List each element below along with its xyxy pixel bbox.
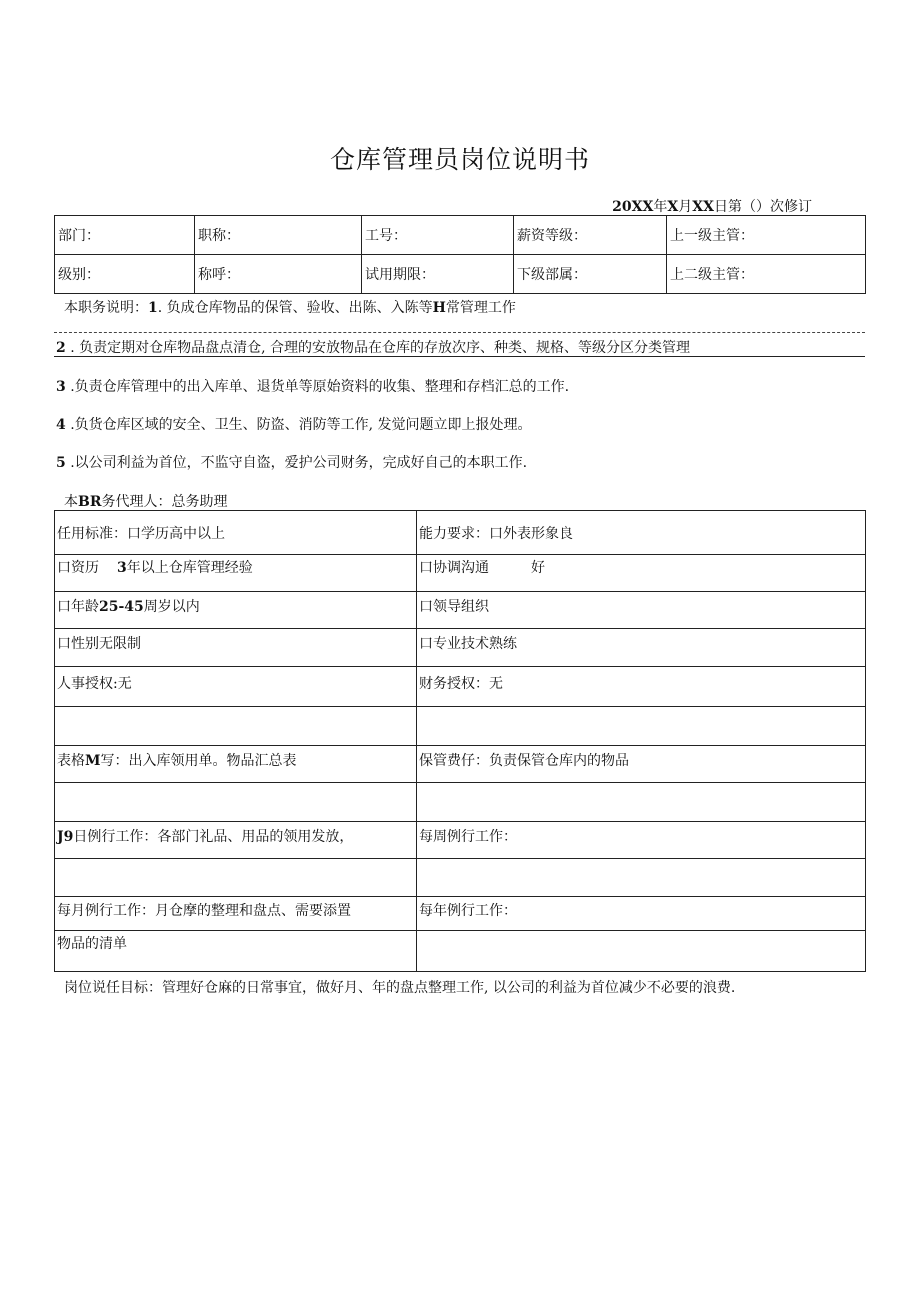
- duty-text: . 负责定期对仓库物品盘点清仓, 合理的安放物品在仓库的存放次序、种类、规格、等级分区分类管理: [65, 340, 690, 356]
- header-table: [54, 215, 866, 294]
- forms-text: 写：出入库领用单。物品汇总表: [100, 753, 297, 769]
- agent-bold: BR: [78, 494, 102, 510]
- duty-text: .负责仓库管理中的出入库单、退货单等原始资料的收集、整理和存档汇总的工作.: [65, 379, 570, 395]
- table-cell: [55, 897, 417, 931]
- solid-divider: [54, 356, 865, 357]
- probation-field: 试用期限：: [362, 255, 514, 294]
- agent-prefix: 本: [64, 494, 78, 510]
- table-cell: [55, 592, 417, 629]
- table-cell: [417, 822, 866, 859]
- table-row: [55, 667, 866, 707]
- header-row: [55, 216, 866, 255]
- technical-item: 口专业技术熟练: [419, 636, 517, 652]
- duty-number: 4: [56, 417, 66, 433]
- age-label: 口年龄: [57, 599, 99, 615]
- table-cell: [417, 629, 866, 667]
- gender-item: 口性别无限制: [57, 636, 141, 652]
- supervisor-field: 上一级主管：: [667, 216, 866, 255]
- revision-rest: 日第（）次修订: [714, 199, 812, 215]
- second-supervisor-field: 上二级主管：: [667, 255, 866, 294]
- qualification-line: [57, 555, 416, 577]
- table-cell: [55, 822, 417, 859]
- qualification-years: 3: [117, 560, 127, 576]
- duty-text: .以公司利益为首位，不监守自盗，爱护公司财务，完成好自己的本职工作.: [65, 455, 528, 471]
- subordinate-field: 下级部属：: [514, 255, 667, 294]
- revision-year: 20XX: [612, 199, 654, 215]
- daily-bold: J9: [57, 829, 74, 845]
- table-cell: [417, 667, 866, 707]
- age-line: [57, 592, 416, 616]
- duty-bold: H: [432, 300, 446, 316]
- weekly-work: 每周例行工作：: [419, 829, 517, 845]
- duty-5: [56, 452, 527, 472]
- table-cell: [55, 746, 417, 783]
- table-cell: [55, 859, 417, 897]
- duty-number: 1: [148, 300, 158, 316]
- duty-1: [64, 297, 516, 317]
- table-cell: [55, 783, 417, 822]
- daily-work-line: [57, 822, 416, 846]
- table-cell: [55, 667, 417, 707]
- table-cell: [417, 592, 866, 629]
- duty-tail: 常管理工作: [445, 300, 516, 316]
- duty-number: 3: [56, 379, 66, 395]
- table-cell: [55, 707, 417, 746]
- duty-text: .负货仓库区域的安全、卫生、防盗、消防等工作, 发觉问题立即上报处理。: [65, 417, 532, 433]
- table-cell: [417, 707, 866, 746]
- level-field: 级别：: [55, 255, 195, 294]
- monthly-work: 每月例行工作：月仓摩的整理和盘点、需要添置: [57, 903, 351, 919]
- agent-text: 务代理人：总务助理: [101, 494, 228, 510]
- revision-month-unit: 月: [678, 199, 693, 215]
- table-cell: [417, 783, 866, 822]
- table-row: [55, 783, 866, 822]
- hr-authority: 人事授权:无: [57, 676, 132, 692]
- communication-label: 口协调沟通: [419, 560, 489, 576]
- revision-year-unit: 年: [653, 199, 668, 215]
- custody-duty: 保管费仔：负责保管仓库内的物品: [419, 753, 629, 769]
- qualification-text: 年以上仓库管理经验: [126, 560, 253, 576]
- table-row: [55, 897, 866, 931]
- table-row: [55, 555, 866, 592]
- job-goal: 岗位说任目标：管理好仓麻的日常事宜，做好月、年的盘点整理工作, 以公司的利益为首位减少不必要的浪费.: [64, 980, 736, 996]
- communication-line: [419, 555, 865, 577]
- communication-value: 好: [531, 560, 545, 576]
- table-cell: [55, 629, 417, 667]
- revision-line: [612, 196, 812, 216]
- table-cell: [417, 511, 866, 555]
- duty-2: [56, 337, 690, 357]
- table-row: [55, 859, 866, 897]
- ability-requirement: 能力要求：口外表形象良: [419, 526, 573, 542]
- table-cell: [55, 511, 417, 555]
- table-cell: [55, 555, 417, 592]
- table-row: [55, 629, 866, 667]
- duty-text: . 负成仓库物品的保管、验收、出陈、入陈等: [157, 300, 433, 316]
- duty-prefix: 本职务说明：: [64, 300, 148, 316]
- finance-authority: 财务授权：无: [419, 676, 503, 692]
- qualification-label: 口资历: [57, 560, 99, 576]
- monthly-work-cont: 物品的清单: [57, 936, 127, 952]
- salary-grade-field: 薪资等级：: [514, 216, 667, 255]
- duty-number: 5: [56, 455, 66, 471]
- requirements-table: [54, 510, 866, 972]
- table-cell: [417, 931, 866, 972]
- table-row: [55, 822, 866, 859]
- salutation-field: 称呼：: [195, 255, 362, 294]
- age-range: 25-45: [99, 599, 144, 615]
- revision-day: XX: [692, 199, 714, 215]
- page-title: 仓库管理员岗位说明书: [329, 145, 590, 174]
- table-row: [55, 931, 866, 972]
- table-row: [55, 592, 866, 629]
- age-unit: 周岁以内: [143, 599, 200, 615]
- yearly-work: 每年例行工作：: [419, 903, 517, 919]
- leadership-item: 口领导组织: [419, 599, 489, 615]
- table-row: [55, 746, 866, 783]
- table-row: [55, 707, 866, 746]
- revision-month: X: [667, 199, 679, 215]
- header-row: [55, 255, 866, 294]
- table-cell: [417, 859, 866, 897]
- department-field: 部门：: [55, 216, 195, 255]
- duty-number: 2: [56, 340, 66, 356]
- agent-line: [64, 491, 227, 511]
- table-row: [55, 511, 866, 555]
- job-title-field: 职称：: [195, 216, 362, 255]
- table-cell: [417, 555, 866, 592]
- table-cell: [417, 746, 866, 783]
- appointment-standard: 任用标准：口学历高中以上: [57, 526, 225, 542]
- table-cell: [417, 897, 866, 931]
- duty-4: [56, 414, 532, 434]
- daily-work-text: 日例行工作：各部门礼品、用品的领用发放，: [73, 829, 354, 845]
- duty-3: [56, 376, 569, 396]
- table-cell: [55, 931, 417, 972]
- forms-label: 表格: [57, 753, 85, 769]
- forms-bold: M: [85, 753, 101, 769]
- dashed-divider: [54, 332, 865, 333]
- forms-line: [57, 746, 416, 770]
- employee-id-field: 工号：: [362, 216, 514, 255]
